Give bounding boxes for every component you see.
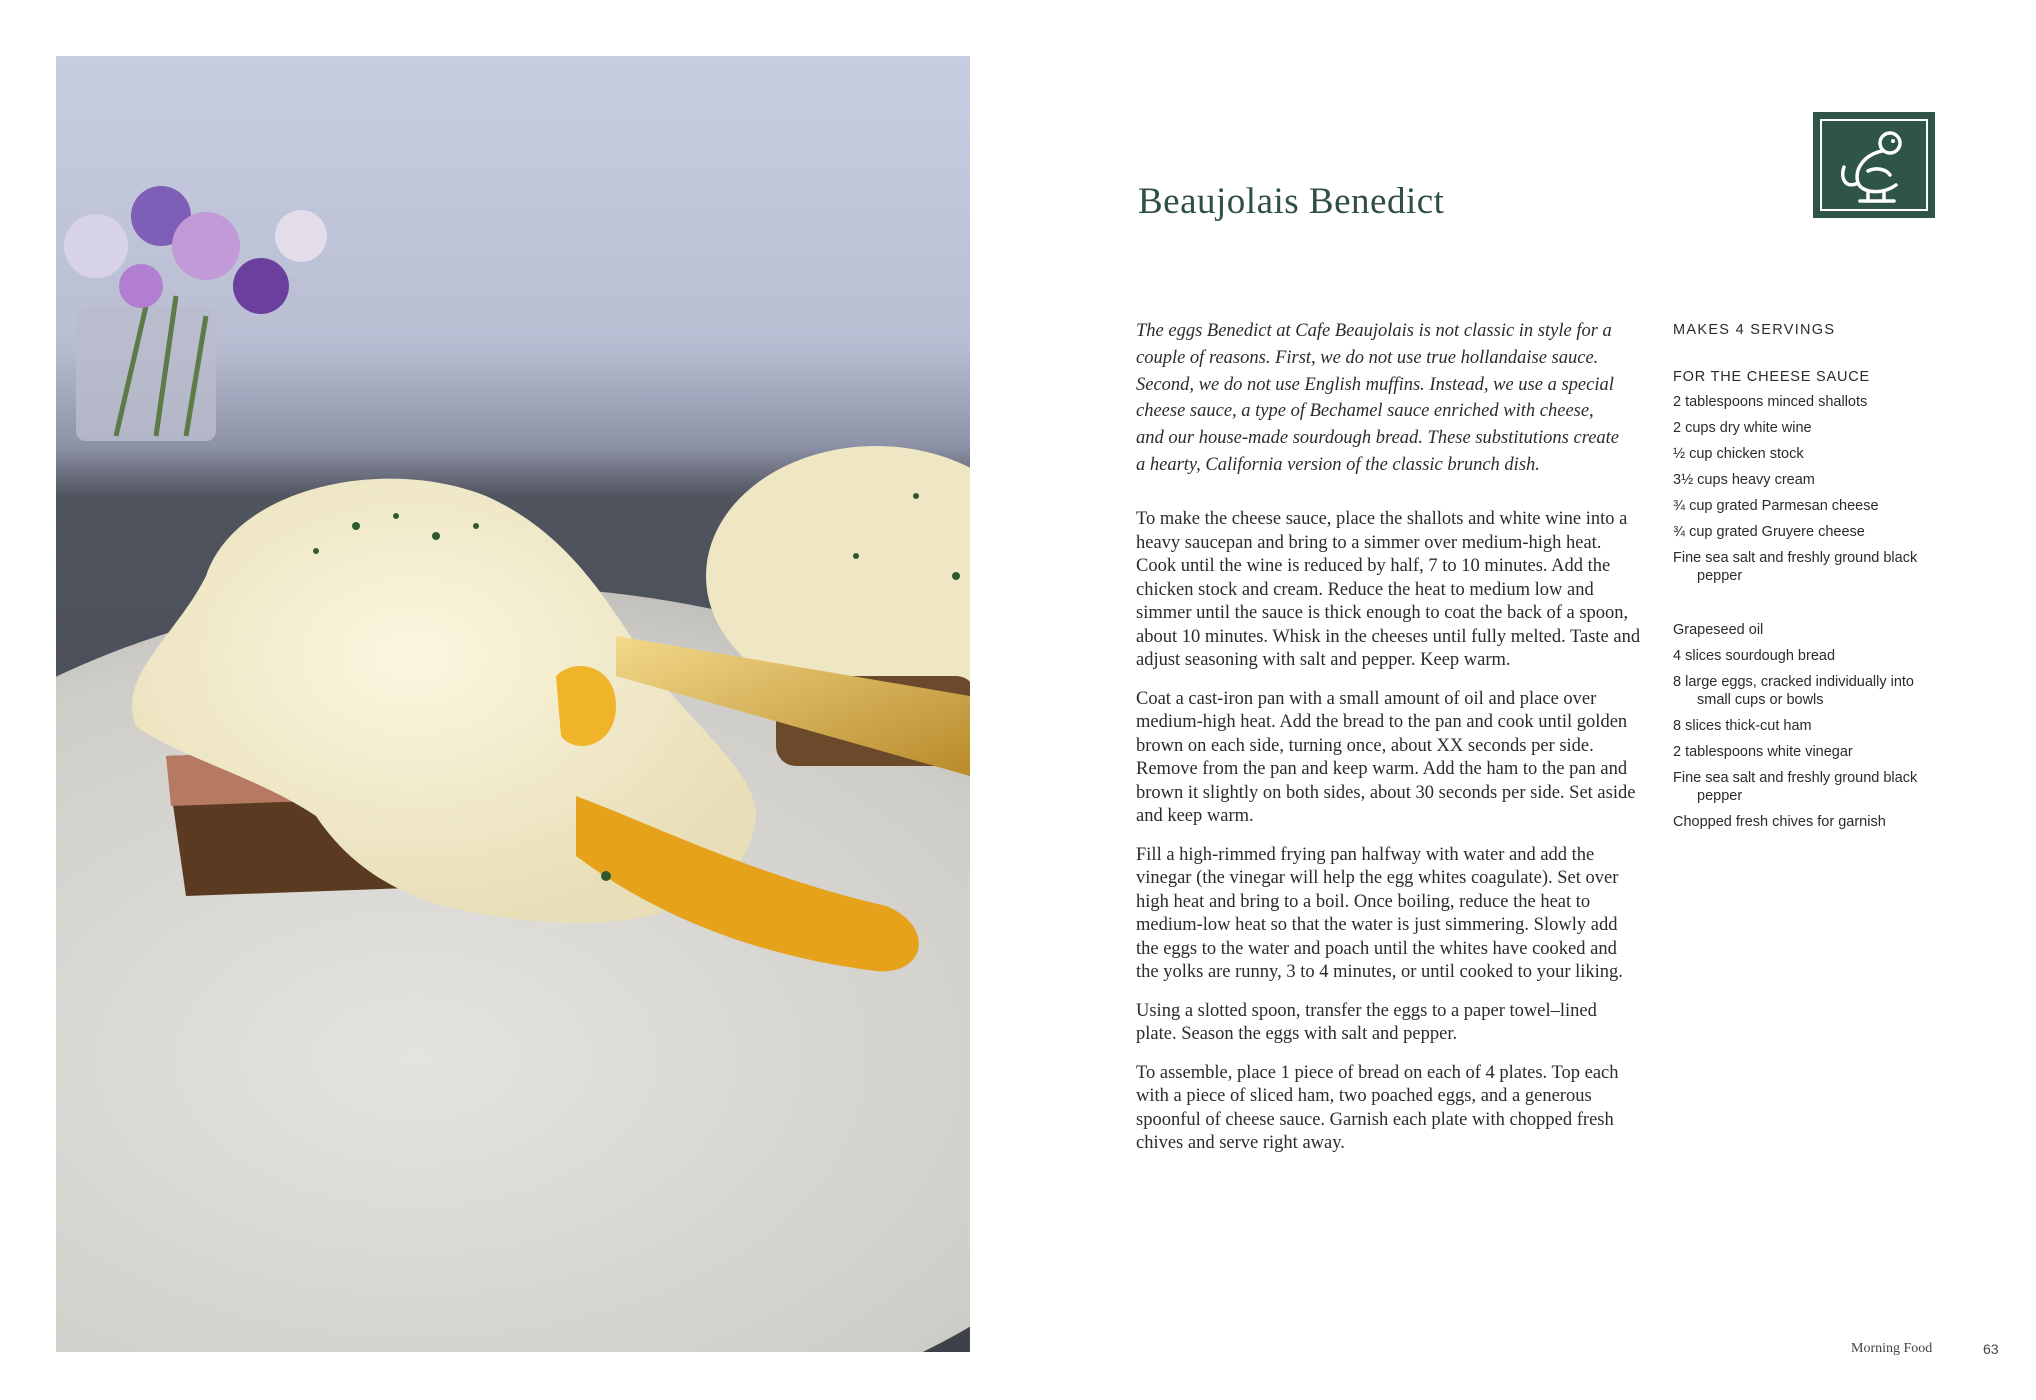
ingredient-item: ¾ cup grated Gruyere cheese xyxy=(1673,524,1865,540)
ingredient-item: 2 tablespoons white vinegar xyxy=(1673,744,1853,760)
ingredient-item: ¾ cup grated Parmesan cheese xyxy=(1673,498,1879,514)
food-photo xyxy=(56,56,970,1352)
ingredient-item: 8 large eggs, cracked individually into small cups or bowls xyxy=(1673,674,1914,708)
other-ingredients xyxy=(1673,621,1943,831)
method-step: Coat a cast-iron pan with a small amount of oil and place over medium-high heat. Add the bread to the pan and cook until golden brown on each side, turning once, about XX seconds per side. Remove from the pan and keep warm. Add the ham to the pan and brown it slightly on both sides, about 30 seconds per side. Set aside and keep warm. xyxy=(1136,688,1636,826)
ingredient-item: Fine sea salt and freshly ground black pepper xyxy=(1673,550,1918,584)
footer-section-name: Morning Food xyxy=(1851,1341,1933,1356)
method-step: To make the cheese sauce, place the shallots and white wine into a heavy saucepan and bring to a simmer over medium-high heat. Cook until the wine is reduced by half, 7 to 10 minutes. Add the chicken stock and cream. Reduce the heat to medium low and simmer until the sauce is thick enough to coat the back of a spoon, about 10 minutes. Whisk in the cheeses until fully melted. Taste and adjust seasoning with salt and pepper. Keep warm. xyxy=(1136,509,1641,670)
method-step: Using a slotted spoon, transfer the eggs to a paper towel–lined plate. Season the eggs with salt and pepper. xyxy=(1136,1000,1597,1044)
flower xyxy=(275,210,327,262)
ingredient-item: ½ cup chicken stock xyxy=(1673,446,1804,462)
eggs-benedict-illustration xyxy=(56,56,970,1352)
ingredient-item: Fine sea salt and freshly ground black pepper xyxy=(1673,770,1918,804)
ingredient-item: 3½ cups heavy cream xyxy=(1673,472,1815,488)
ingredient-item: 2 cups dry white wine xyxy=(1673,420,1812,436)
bird-emblem-icon xyxy=(1824,123,1924,207)
method-step: To assemble, place 1 piece of bread on each of 4 plates. Top each with a piece of sliced ham, two poached eggs, and a generous spoonful of cheese sauce. Garnish each plate with chopped fresh chives and serve right away. xyxy=(1136,1062,1619,1153)
flower xyxy=(172,212,240,280)
page-number: 63 xyxy=(1983,1341,1999,1357)
ingredient-item: 8 slices thick-cut ham xyxy=(1673,718,1812,734)
sauce-ingredients xyxy=(1673,393,1943,585)
ingredient-item: Grapeseed oil xyxy=(1673,622,1764,638)
ingredient-item: Chopped fresh chives for garnish xyxy=(1673,814,1886,830)
photo-subject-label xyxy=(56,56,57,57)
ingredient-item: 4 slices sourdough bread xyxy=(1673,648,1836,664)
sauce-heading: FOR THE CHEESE SAUCE xyxy=(1673,369,1871,385)
bird-logo-icon xyxy=(1813,112,1935,218)
ingredients-list xyxy=(1673,322,1943,839)
recipe-intro: The eggs Benedict at Cafe Beaujolais is not classic in style for a couple of reasons. First, we do not use true hollandaise sauce. Second, we do not use English muffins. Instead, we use a special cheese sauce, a type of Bechamel sauce enriched with cheese, and our house-made sourdough bread. These substitutions create a hearty, California version of the classic brunch dish. xyxy=(1136,321,1620,475)
flower xyxy=(64,214,128,278)
method-step: Fill a high-rimmed frying pan halfway with water and add the vinegar (the vinegar will help the egg whites coagulate). Set over high heat and bring to a boil. Once boiling, reduce the heat to medium-low heat so that the water is just simmering. Slowly add the eggs to the water and poach until the whites have cooked and the yolks are runny, 3 to 4 minutes, or until cooked to your liking. xyxy=(1136,844,1623,982)
flower xyxy=(233,258,289,314)
ingredient-item: 2 tablespoons minced shallots xyxy=(1673,394,1868,410)
recipe-title: Beaujolais Benedict xyxy=(1138,181,1445,222)
servings: MAKES 4 SERVINGS xyxy=(1673,322,1836,338)
flower xyxy=(119,264,163,308)
recipe-method xyxy=(1136,508,1641,1171)
